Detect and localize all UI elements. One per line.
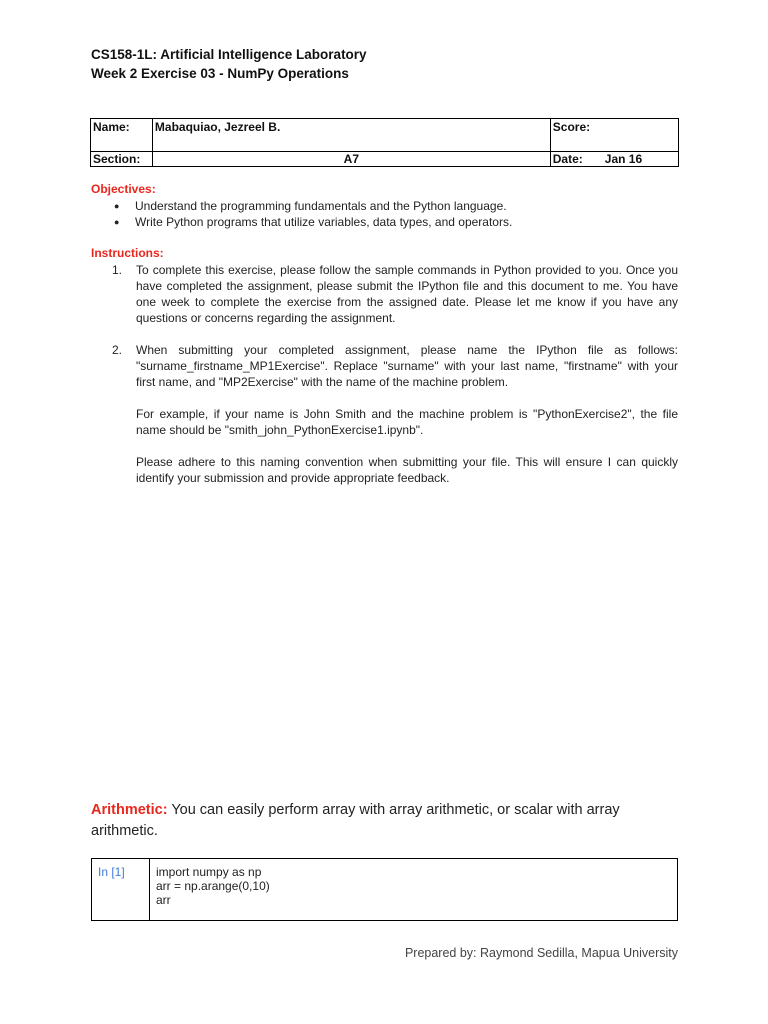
instruction-paragraph: For example, if your name is John Smith and the machine problem is "PythonExercise2", the file name should be "smith_john_PythonExercise1.ipynb". [136, 407, 678, 437]
code-body [150, 859, 678, 921]
date-label: Date: [552, 152, 583, 166]
instruction-paragraph: To complete this exercise, please follow the sample commands in Python provided to you. Once you have completed the assignment, please submit the IPython file and this document to me. You have one week to complete the exercise from the assigned date. Please let me know if you have any questions or concerns regarding the assignment. [136, 263, 678, 325]
spacer [136, 438, 678, 454]
name-label: Name: [91, 119, 153, 152]
name-value: Mabaquiao, Jezreel B. [152, 119, 550, 152]
list-item: ● Write Python programs that utilize variables, data types, and operators. [108, 214, 668, 230]
student-info-table [90, 118, 679, 167]
code-prompt: In [1] [92, 859, 150, 921]
instructions-list [112, 262, 678, 486]
footer-credit: Prepared by: Raymond Sedilla, Mapua University [404, 946, 678, 960]
score-cell [550, 119, 678, 152]
spacer [112, 326, 678, 342]
exercise-title: Week 2 Exercise 03 - NumPy Operations [91, 66, 349, 81]
arithmetic-label: Arithmetic: [91, 802, 168, 818]
date-value: Jan 16 [604, 152, 643, 166]
date-cell [550, 152, 678, 167]
instruction-paragraph: Please adhere to this naming convention when submitting your file. This will ensure I can quickly identify your submission and provide appropriate feedback. [136, 455, 678, 485]
instruction-item [112, 262, 678, 326]
arithmetic-paragraph [91, 800, 681, 842]
arithmetic-text: You can easily perform array with array arithmetic, or scalar with array arithmetic. [91, 802, 620, 839]
spacer [136, 390, 678, 406]
instruction-paragraph: When submitting your completed assignment, please name the IPython file as follows: "surname_firstname_MP1Exercise". Replace "surname" with your last name, "firstname" with your first name, and "MP2Exercise" with the name of the machine problem. [136, 343, 678, 389]
instruction-number: 1. [112, 263, 123, 277]
code-line: arr = np.arange(0,10) [156, 879, 270, 893]
code-line: import numpy as np [156, 865, 262, 879]
code-line: arr [156, 893, 171, 907]
list-item: ● Understand the programming fundamentals and the Python language. [108, 198, 668, 214]
instructions-heading: Instructions: [91, 246, 164, 260]
course-title: CS158-1L: Artificial Intelligence Laboratory [91, 47, 367, 62]
objectives-heading: Objectives: [91, 182, 156, 196]
instruction-item [112, 342, 678, 486]
instruction-number: 2. [112, 343, 123, 357]
section-label: Section: [91, 152, 153, 167]
score-label: Score: [552, 120, 591, 134]
objectives-list [108, 198, 668, 230]
section-value: A7 [152, 152, 550, 167]
code-cell [91, 858, 678, 921]
